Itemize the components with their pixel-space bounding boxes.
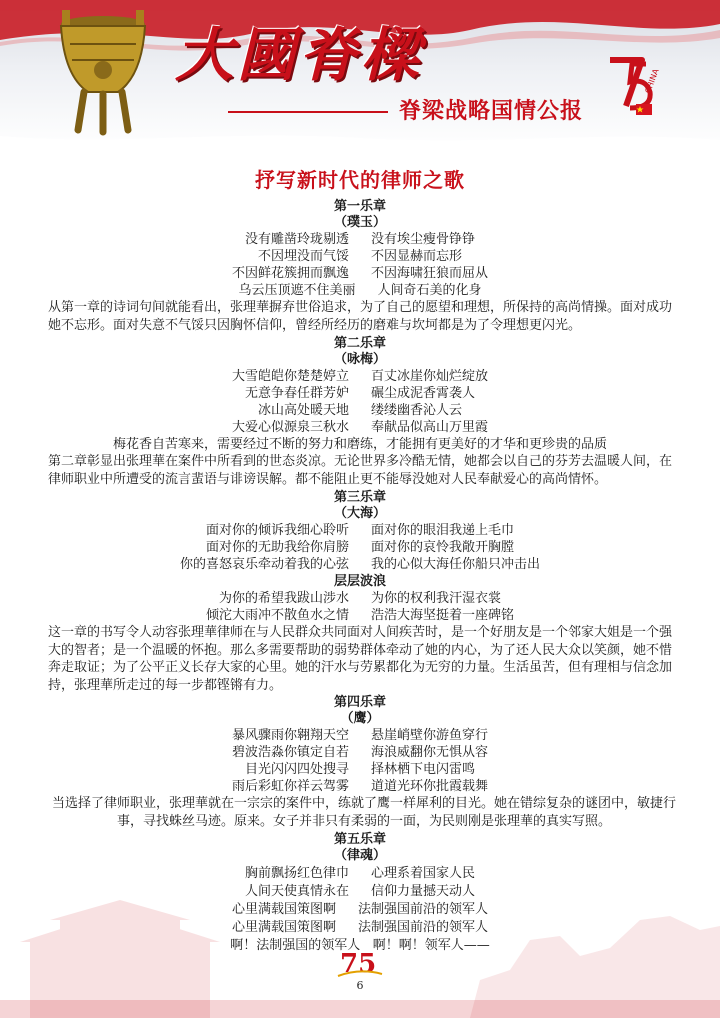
logo-text: CHINA	[643, 67, 661, 95]
verse-line: 人间天使真情永在 信仰力量撼天动人	[244, 884, 476, 899]
verse-line: 无意争春任群芳妒 碾尘成泥香霄袭人	[244, 386, 476, 401]
verse-line: 没有雕凿玲珑剔透 没有埃尘瘦骨铮铮	[244, 232, 476, 247]
verse-line: 倾沱大雨冲不散鱼水之情 浩浩大海坚挺着一座碑铭	[205, 608, 515, 623]
anniversary-75-logo	[606, 54, 666, 120]
verse-line: 大雪皑皑你楚楚婷立 百丈冰崖你灿烂绽放	[231, 369, 489, 384]
page-header	[0, 0, 720, 150]
closing-line: 啊！法制强国的领军人 啊！啊！领军人——	[230, 938, 490, 953]
bronze-vessel-icon	[48, 6, 158, 136]
chapter-heading: 第三乐章	[333, 490, 386, 505]
verse-line: 心里满载国策图啊 法制强国前沿的领军人	[231, 920, 489, 935]
subtitle-rule	[228, 111, 388, 113]
summary-line: 梅花香自苦寒来，需要经过不断的努力和磨练，才能拥有更美好的才华和更珍贵的品质	[112, 437, 607, 452]
chapter-heading: 第五乐章	[333, 832, 386, 847]
verse-line: 不因鲜花簇拥而飘逸 不因海啸狂狼而屈从	[231, 266, 489, 281]
chapter-subtitle: （璞玉）	[333, 215, 386, 230]
verse-line: 你的喜怒哀乐牵动着我的心弦 我的心似大海任你船只冲击出	[179, 557, 541, 572]
verse-line: 心里满载国策图啊 法制强国前沿的领军人	[231, 902, 489, 917]
masthead-subtitle: 脊梁战略国情公报	[399, 98, 584, 124]
footer-75-logo	[336, 946, 384, 978]
chapter-subtitle: （咏梅）	[333, 352, 386, 367]
verse-line: 为你的希望我跋山涉水 为你的权利我汗湿衣裳	[218, 591, 502, 606]
verse-line: 暴风骤雨你翱翔天空 悬崖峭壁你游鱼穿行	[231, 728, 489, 743]
verse-line: 目光闪闪四处搜寻 择林栖下电闪雷鸣	[244, 762, 476, 777]
verse-line: 大爱心似源泉三秋水 奉献品似高山万里霞	[231, 420, 489, 435]
verse-line: 冰山高处暖天地 缕缕幽香沁人云	[257, 403, 463, 418]
chapter-subtitle: （大海）	[333, 506, 386, 521]
svg-text:75: 75	[340, 949, 377, 978]
chapter-subtitle: （鹰）	[340, 711, 380, 726]
section-heading: 层层波浪	[333, 574, 386, 589]
verse-line: 碧波浩淼你镇定自若 海浪威翻你无惧从容	[231, 745, 489, 760]
article-title: 抒写新时代的律师之歌	[255, 168, 465, 192]
verse-line: 面对你的无助我给你肩膀 面对你的哀怜我敞开胸膛	[205, 540, 515, 555]
verse-line: 面对你的倾诉我细心聆听 面对你的眼泪我递上毛巾	[205, 523, 515, 538]
verse-line: 不因埋没而气馁 不因显赫而忘形	[257, 249, 463, 264]
chapter-heading: 第四乐章	[333, 695, 386, 710]
commentary-paragraph: 这一章的书写令人动容张理華律师在与人民群众共同面对人间疾苦时，是一个好朋友是一个邻家大姐是一个强大的智者；是一个温暖的怀抱。那么多需要帮助的弱势群体牵动了她的内心，为了还人民大众以笑颜，她不惜奔走取证；为了公平正义长存大家的心里。她的汗水与劳累都化为无穷的力量。生活虽苦，但有理相与信念加持，张理華所走过的每一步都铿锵有力。	[48, 625, 673, 693]
commentary-paragraph: 从第一章的诗词句间就能看出，张理華摒弃世俗追求，为了自己的愿望和理想，所保持的高尚情操。面对成功她不忘形。面对失意不气馁只因胸怀信仰，曾经所经历的磨难与坎坷都是为了令理想更闪光。	[48, 300, 673, 333]
verse-line: 雨后彩虹你祥云驾雾 道道光环你批霞载舞	[231, 779, 489, 794]
verse-line: 乌云压顶遮不住美丽 人间奇石美的化身	[238, 283, 482, 298]
commentary-paragraph: 当选择了律师职业，张理華就在一宗宗的案件中，练就了鹰一样犀利的目光。她在错综复杂的谜团中，敏捷行事，寻找蛛丝马迹。原来。女子并非只有柔弱的一面，为民则刚是张理華的真实写照。	[51, 796, 676, 829]
commentary-paragraph: 第二章彰显出张理華在案件中所看到的世态炎凉。无论世界多冷酷无情，她都会以自己的芬芳去温暖人间，在律师职业中所遭受的流言蜚语与诽谤误解。都不能阻止更不能辱没她对人民奉献爱心的高尚情怀。	[48, 454, 673, 487]
page-number: 6	[356, 979, 364, 992]
masthead-title: 大國脊樑	[175, 21, 424, 89]
chapter-subtitle: （律魂）	[333, 848, 386, 863]
chapter-heading: 第一乐章	[333, 199, 386, 214]
chapter-heading: 第二乐章	[333, 336, 386, 351]
verse-line: 胸前飘扬红色律巾 心理系着国家人民	[244, 866, 476, 881]
